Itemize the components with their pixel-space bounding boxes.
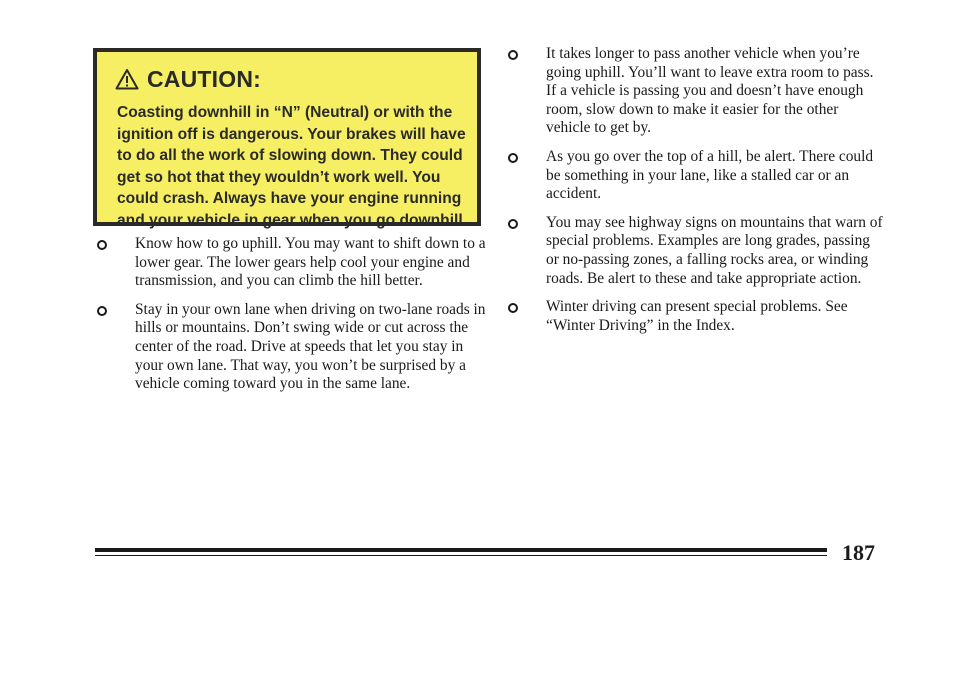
caution-title: CAUTION: (147, 65, 262, 92)
bullet-icon (508, 219, 518, 229)
bullet-icon (97, 240, 107, 250)
bullet-text: Stay in your own lane when driving on two-lane roads in hills or mountains. Don’t swing wide or cut across the center of the road. Drive at speeds that let you stay in your own lane. That way, you won’t be surprised by a vehicle coming toward you in the same lane. (135, 300, 486, 393)
footer-rule-thick (95, 548, 827, 552)
bullet-text: As you go over the top of a hill, be alert. There could be something in your lane, like a stalled car or an accident. (546, 147, 874, 203)
left-bullet-list (97, 235, 487, 404)
caution-text: Coasting downhill in “N” (Neutral) or with the ignition off is dangerous. Your brakes will have to do all the work of slowing down. They could get so hot that they wouldn’t work well. You could crash. Always have your engine running and your vehicle in gear when you go downhill. (117, 104, 468, 229)
footer-rule-thin (95, 555, 827, 556)
page-number: 187 (842, 540, 875, 565)
bullet-icon (97, 306, 107, 316)
bullet-text: You may see highway signs on mountains that warn of special problems. Examples are long grades, passing or no-passing zones, a falling rocks area, or winding roads. Be alert to these and take appropriate action. (546, 213, 883, 287)
list-item (508, 214, 883, 288)
bullet-text: Winter driving can present special problems. See “Winter Driving” in the Index. (546, 298, 848, 334)
bullet-text: Know how to go uphill. You may want to shift down to a lower gear. The lower gears help cool your engine and transmission, and you can climb the hill better. (135, 235, 486, 290)
bullet-text: It takes longer to pass another vehicle when you’re going uphill. You’ll want to leave extra room to pass. If a vehicle is passing you and doesn’t have enough room, slow down to make it easier for the other vehicle to get by. (546, 45, 874, 137)
list-item (97, 235, 487, 291)
list-item (508, 45, 883, 138)
list-item (508, 298, 883, 335)
warning-triangle-icon (115, 68, 139, 90)
bullet-icon (508, 153, 518, 163)
bullet-icon (508, 50, 518, 60)
right-bullet-list (508, 45, 883, 345)
list-item (97, 301, 487, 394)
list-item (508, 148, 883, 204)
caution-box (93, 48, 481, 229)
bullet-icon (508, 303, 518, 313)
caution-header (115, 64, 261, 94)
